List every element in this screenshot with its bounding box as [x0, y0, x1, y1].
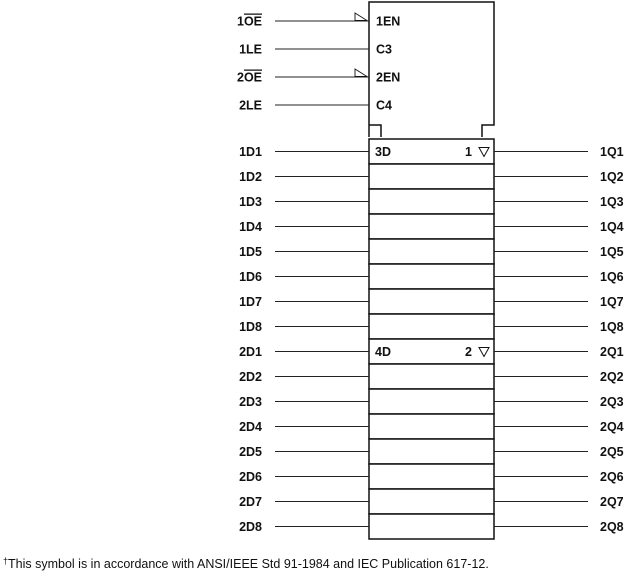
output-pin-label: 2Q1 — [600, 345, 624, 359]
input-pin-label: 1D3 — [239, 195, 262, 209]
control-label — [237, 15, 262, 29]
control-label — [237, 71, 262, 85]
input-pin-label: 2D1 — [239, 345, 262, 359]
output-pin-label: 2Q8 — [600, 520, 624, 534]
storage-cell — [369, 264, 494, 289]
storage-cell — [369, 414, 494, 439]
storage-cell — [369, 464, 494, 489]
control-label-prefix: 2 — [236, 70, 244, 85]
output-pin-label: 2Q6 — [600, 470, 624, 484]
storage-cell — [369, 239, 494, 264]
input-pin-label: 1D5 — [239, 245, 262, 259]
input-pin-label: 2D7 — [239, 495, 262, 509]
storage-cell — [369, 489, 494, 514]
active-low-indicator-icon — [355, 69, 367, 77]
control-label — [239, 43, 262, 57]
output-pin-label: 2Q3 — [600, 395, 624, 409]
control-pin-label: 1EN — [376, 14, 401, 29]
output-pin-label: 1Q6 — [600, 270, 624, 284]
footnote-mark: † — [3, 556, 9, 566]
cell-dependency-label: 3D — [375, 145, 391, 159]
input-pin-label: 1D2 — [239, 170, 262, 184]
input-pin-label: 2D4 — [239, 420, 262, 434]
control-label-overbar: OE — [243, 14, 262, 29]
output-pin-label: 2Q4 — [600, 420, 624, 434]
control-pin-label: 2EN — [376, 70, 401, 85]
input-pin-label: 2D5 — [239, 445, 262, 459]
input-pin-label: 2D2 — [239, 370, 262, 384]
output-pin-label: 1Q2 — [600, 170, 624, 184]
storage-cell — [369, 389, 494, 414]
output-pin-label: 2Q5 — [600, 445, 624, 459]
control-label — [239, 99, 262, 113]
input-pin-label: 2D3 — [239, 395, 262, 409]
output-pin-label: 1Q1 — [600, 145, 624, 159]
control-label-prefix: 2LE — [239, 98, 262, 113]
input-pin-label: 1D6 — [239, 270, 262, 284]
cell-dependency-label: 4D — [375, 345, 391, 359]
input-pin-label: 1D4 — [239, 220, 262, 234]
storage-cell — [369, 214, 494, 239]
storage-cell — [369, 364, 494, 389]
input-pin-label: 2D6 — [239, 470, 262, 484]
control-pin-label: C4 — [376, 98, 392, 113]
cell-output-enable-label: 1 — [465, 145, 472, 159]
storage-cell — [369, 439, 494, 464]
output-pin-label: 1Q7 — [600, 295, 624, 309]
control-pin-label: C3 — [376, 42, 392, 57]
output-pin-label: 1Q3 — [600, 195, 624, 209]
control-label-overbar: OE — [243, 70, 262, 85]
cell-output-enable-label: 2 — [465, 345, 472, 359]
footnote-text: This symbol is in accordance with ANSI/IEEE Std 91-1984 and IEC Publication 617-12. — [8, 557, 489, 571]
input-pin-label: 1D7 — [239, 295, 262, 309]
footnote — [3, 556, 489, 571]
input-pin-label: 1D8 — [239, 320, 262, 334]
input-pin-label: 2D8 — [239, 520, 262, 534]
control-label-prefix: 1LE — [239, 42, 262, 57]
output-pin-label: 1Q8 — [600, 320, 624, 334]
storage-cell — [369, 514, 494, 539]
storage-cell — [369, 189, 494, 214]
input-pin-label: 1D1 — [239, 145, 262, 159]
output-pin-label: 1Q4 — [600, 220, 624, 234]
control-label-prefix: 1 — [236, 14, 244, 29]
storage-cell — [369, 289, 494, 314]
output-pin-label: 2Q2 — [600, 370, 624, 384]
control-block — [237, 2, 494, 137]
data-cells — [369, 139, 494, 539]
active-low-indicator-icon — [355, 13, 367, 21]
storage-cell — [369, 314, 494, 339]
storage-cell — [369, 164, 494, 189]
output-pin-label: 1Q5 — [600, 245, 624, 259]
output-pin-label: 2Q7 — [600, 495, 624, 509]
